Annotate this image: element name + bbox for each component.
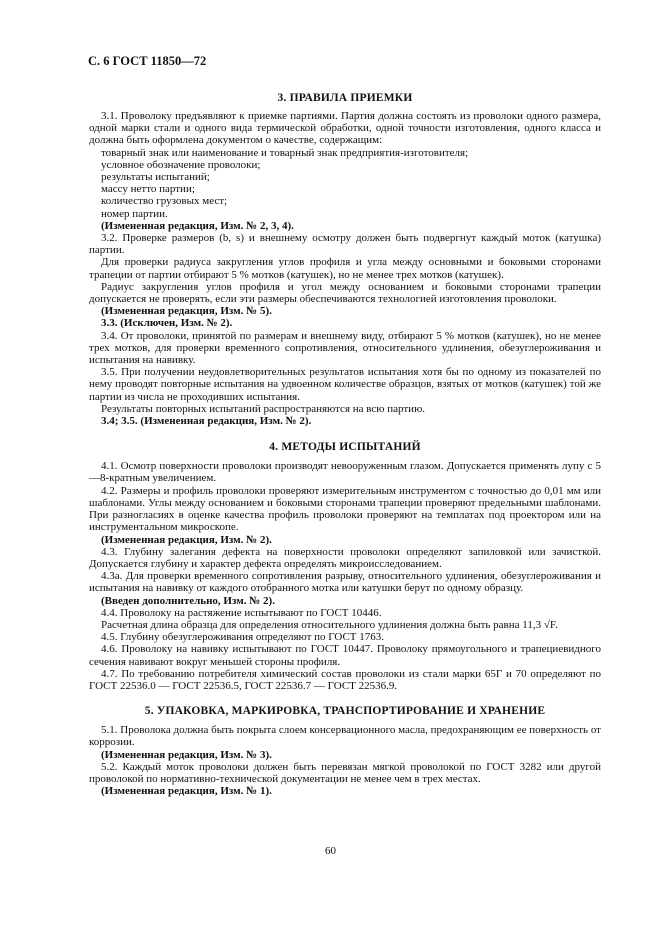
paragraph: 4.3. Глубину залегания дефекта на поверхности проволоки определяют запиловкой или зачисткой. Допускается глубину и характер дефекта определять микроисследованием. xyxy=(89,545,601,570)
paragraph: 4.5. Глубину обезуглероживания определяют по ГОСТ 1763. xyxy=(101,631,385,644)
paragraph: условное обозначение проволоки; xyxy=(101,158,261,171)
amendment-note: (Измененная редакция, Изм. № 3). xyxy=(101,748,272,761)
document-body xyxy=(89,0,601,797)
paragraph: номер партии. xyxy=(101,207,168,220)
paragraph: Для проверки радиуса закругления углов профиля и угла между основными и боковыми сторонами трапеции от партии отбирают 5 % мотков (катушек), но не менее трех мотков (катушек). xyxy=(89,256,601,281)
paragraph: 5.2. Каждый моток проволоки должен быть перевязан мягкой проволокой по ГОСТ 3282 или другой проволокой по нормативно-технической документации не менее чем в трех местах. xyxy=(89,760,601,785)
paragraph: 4.6. Проволоку на навивку испытывают по ГОСТ 10447. Проволоку прямоугольного и трапециевидного сечения навивают вокруг меньшей стороны профиля. xyxy=(89,643,601,668)
paragraph: 4.1. Осмотр поверхности проволоки производят невооруженным глазом. Допускается применять лупу с 5—8-кратным увеличением. xyxy=(89,460,601,485)
amendment-note: (Введен дополнительно, Изм. № 2). xyxy=(101,594,275,607)
paragraph: 4.2. Размеры и профиль проволоки проверяют измерительным инструментом с точностью до 0,01 мм или шаблонами. Углы между основанием и боковыми сторонами трапеции проверяют предельными шаблонами. При разногласиях в оценке качества профиль проволоки проверяют на темплатах под проектором или на инструментальном микроскопе. xyxy=(89,484,601,534)
paragraph: 4.3а. Для проверки временного сопротивления разрыву, относительного удлинения, обезуглероживания и испытания на навивку от каждого отобранного мотка или катушки берут по одному образцу. xyxy=(89,570,601,595)
paragraph: 3.1. Проволоку предъявляют к приемке партиями. Партия должна состоять из проволоки одного размера, одной марки стали и одного вида термической обработки, одной точности изготовления, одного класса и должна быть оформлена документом о качестве, содержащим: xyxy=(89,110,601,147)
page-number: 60 xyxy=(325,845,336,857)
amendment-note: (Измененная редакция, Изм. № 2, 3, 4). xyxy=(101,219,294,232)
page-header: С. 6 ГОСТ 11850—72 xyxy=(88,54,207,68)
paragraph: результаты испытаний; xyxy=(101,171,210,184)
section-heading-acceptance: 3. ПРАВИЛА ПРИЕМКИ xyxy=(277,92,413,104)
paragraph: 3.4. От проволоки, принятой по размерам и внешнему виду, отбирают 5 % мотков (катушек), но не менее трех мотков, для проверки временного сопротивления, относительного удлинения, обезуглероживания и испытания на навивку. xyxy=(89,329,601,367)
section-heading-test-methods: 4. МЕТОДЫ ИСПЫТАНИЙ xyxy=(269,441,421,454)
paragraph: 3.2. Проверке размеров (b, s) и внешнему осмотру должен быть подвергнут каждый моток (катушка) партии. xyxy=(89,232,601,257)
amendment-note: 3.3. (Исключен, Изм. № 2). xyxy=(101,317,233,330)
paragraph: 4.7. По требованию потребителя химический состав проволоки из стали марки 65Г и 70 определяют по ГОСТ 22536.0 — ГОСТ 22536.5, ГОСТ 22536.7 — ГОСТ 22536.9. xyxy=(89,667,601,692)
paragraph: массу нетто партии; xyxy=(101,183,195,196)
paragraph: Результаты повторных испытаний распространяются на всю партию. xyxy=(101,402,426,415)
section-test-methods xyxy=(89,460,601,692)
paragraph: количество грузовых мест; xyxy=(101,195,228,208)
amendment-note: (Измененная редакция, Изм. № 2). xyxy=(101,533,272,546)
section-heading-packaging: 5. УПАКОВКА, МАРКИРОВКА, ТРАНСПОРТИРОВАНИЕ И ХРАНЕНИЕ xyxy=(144,705,546,718)
section-packaging xyxy=(89,724,601,797)
paragraph: товарный знак или наименование и товарный знак предприятия-изготовителя; xyxy=(101,146,469,159)
amendment-note: (Измененная редакция, Изм. № 5). xyxy=(101,305,272,318)
paragraph: Радиус закругления углов профиля и угол между основанием и боковыми сторонами трапеции допускается не проверять, если эти размеры обеспечиваются технологией изготовления проволоки. xyxy=(89,280,601,306)
paragraph: 3.5. При получении неудовлетворительных результатов испытания хотя бы по одному из показателей по нему проводят повторные испытания на удвоенном количестве образцов, взятых от мотков (катушек) той же партии из числа не проходивших испытания. xyxy=(89,366,601,403)
amendment-note: 3.4; 3.5. (Измененная редакция, Изм. № 2). xyxy=(101,415,312,428)
paragraph: Расчетная длина образца для определения относительного удлинения должна быть равна 11,3 √F. xyxy=(101,618,558,631)
amendment-note: (Измененная редакция, Изм. № 1). xyxy=(101,785,272,798)
paragraph: 4.4. Проволоку на растяжение испытывают по ГОСТ 10446. xyxy=(101,606,382,619)
paragraph: 5.1. Проволока должна быть покрыта слоем консервационного масла, предохраняющим ее поверхность от коррозии. xyxy=(89,724,601,749)
section-acceptance-rules xyxy=(89,110,601,427)
